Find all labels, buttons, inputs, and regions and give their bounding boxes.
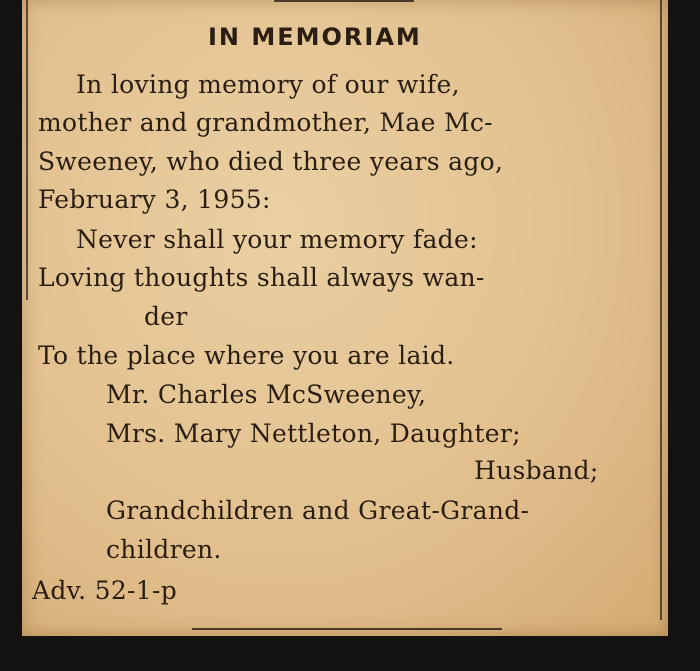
top-rule: [274, 0, 414, 2]
text-line-1: In loving memory of our wife,: [76, 70, 460, 99]
right-column-rule: [660, 0, 662, 620]
signer-1: Mr. Charles McSweeney,: [106, 380, 427, 409]
signer-2-relation: Husband;: [474, 456, 599, 485]
bottom-rule: [192, 628, 502, 630]
signer-3-cont: children.: [106, 535, 222, 564]
verse-line-2: Loving thoughts shall always wan-: [38, 263, 485, 292]
heading: IN MEMORIAM: [208, 23, 422, 51]
verse-line-3: To the place where you are laid.: [38, 341, 455, 370]
verse-line-2-cont: der: [144, 302, 188, 331]
signer-3: Grandchildren and Great-Grand-: [106, 496, 530, 525]
text-line-4: February 3, 1955:: [38, 185, 271, 214]
text-line-3: Sweeney, who died three years ago,: [38, 147, 504, 176]
left-column-rule: [26, 0, 28, 300]
signer-2: Mrs. Mary Nettleton, Daughter;: [106, 419, 521, 448]
verse-line-1: Never shall your memory fade:: [76, 225, 478, 254]
text-line-2: mother and grandmother, Mae Mc-: [38, 108, 493, 137]
advertisement-code: Adv. 52-1-p: [32, 576, 178, 605]
newspaper-clipping: [22, 0, 668, 636]
